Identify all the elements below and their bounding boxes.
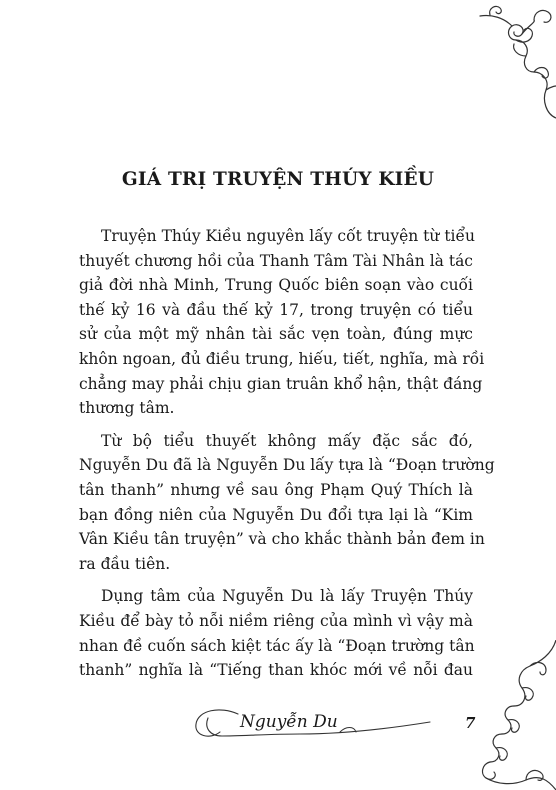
- text-line: khôn ngoan, đủ điều trung, hiếu, tiết, nghĩa, mà rồi: [79, 349, 485, 368]
- text-line: bạn đồng niên của Nguyễn Du đổi tựa lại là “Kim: [79, 505, 473, 524]
- text-line: thuyết chương hồi của Thanh Tâm Tài Nhân là tác: [79, 251, 473, 270]
- text-line: tân thanh” nhưng về sau ông Phạm Quý Thích là: [79, 480, 473, 499]
- corner-ornament-top: [476, 0, 556, 130]
- page-number: 7: [465, 714, 476, 732]
- text-line: ra đầu tiên.: [79, 554, 171, 573]
- text-line: thanh” nghĩa là “Tiếng than khóc mới về nỗi đau: [79, 661, 473, 680]
- text-line: Truyện Thúy Kiều nguyên lấy cốt truyện từ tiểu: [101, 227, 476, 245]
- author-signature: Nguyễn Du: [240, 712, 338, 732]
- text-line: Dụng tâm của Nguyễn Du là lấy Truyện Thúy: [101, 587, 473, 606]
- body-text: [79, 224, 495, 691]
- text-line: Vân Kiều tân truyện” và cho khắc thành bản đem in: [79, 530, 485, 549]
- paragraph-1: [79, 224, 485, 421]
- text-line: Nguyễn Du đã là Nguyễn Du lấy tựa là “Đoạn trường: [79, 456, 495, 475]
- paragraph-2: [79, 429, 495, 577]
- text-line: Kiều để bày tỏ nỗi niềm riêng của mình vì vậy mà: [79, 611, 473, 630]
- text-line: giả đời nhà Minh, Trung Quốc biên soạn vào cuối: [79, 276, 473, 295]
- text-line: thương tâm.: [79, 399, 175, 418]
- paragraph-3: [79, 584, 473, 682]
- text-line: sử của một mỹ nhân tài sắc vẹn toàn, đúng mực: [79, 325, 473, 344]
- text-line: chẳng may phải chịu gian truân khổ hận, thật đáng: [79, 374, 483, 393]
- text-line: thế kỷ 16 và đầu thế kỷ 17, trong truyện có tiểu: [79, 300, 473, 319]
- text-line: nhan đề cuốn sách kiệt tác ấy là “Đoạn trường tân: [79, 636, 475, 655]
- page-title: GIÁ TRỊ TRUYỆN THÚY KIỀU: [121, 169, 435, 190]
- text-line: Từ bộ tiểu thuyết không mấy đặc sắc đó,: [101, 431, 473, 450]
- page-footer: [150, 700, 530, 750]
